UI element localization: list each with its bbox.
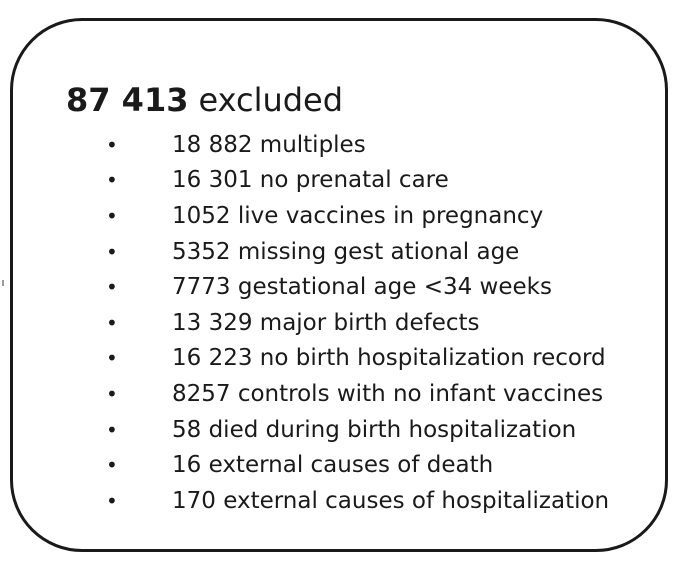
list-item-text: 16 external causes of death	[172, 452, 494, 479]
list-item	[100, 341, 609, 377]
excluded-count: 87 413	[66, 81, 189, 119]
bullet-icon: •	[106, 346, 118, 371]
excluded-heading	[66, 80, 343, 120]
list-item-text: 16 301 no prenatal care	[172, 167, 449, 194]
list-item-text: 58 died during birth hospitalization	[172, 416, 577, 443]
bullet-icon: •	[106, 275, 118, 300]
list-item-text: 18 882 multiples	[172, 131, 366, 158]
list-item-text: 13 329 major birth defects	[172, 309, 480, 336]
bullet-icon: •	[106, 239, 118, 264]
bullet-icon: •	[106, 132, 118, 157]
excluded-label: excluded	[198, 81, 344, 119]
list-item	[100, 447, 609, 483]
list-item	[100, 305, 609, 341]
list-item	[100, 483, 609, 519]
bullet-icon: •	[106, 453, 118, 478]
bullet-icon: •	[106, 310, 118, 335]
list-item-text: 8257 controls with no infant vaccines	[172, 380, 604, 407]
list-item	[100, 234, 609, 270]
bullet-icon: •	[106, 203, 118, 228]
bullet-icon: •	[106, 168, 118, 193]
bullet-icon: •	[106, 381, 118, 406]
list-item-text: 1052 live vaccines in pregnancy	[172, 202, 544, 229]
bullet-icon: •	[106, 488, 118, 513]
list-item	[100, 269, 609, 305]
list-item-text: 170 external causes of hospitalization	[172, 487, 610, 514]
edge-mark	[2, 280, 4, 286]
bullet-icon: •	[106, 417, 118, 442]
list-item	[100, 163, 609, 199]
list-item	[100, 412, 609, 448]
list-item	[100, 376, 609, 412]
exclusion-list	[100, 127, 609, 519]
list-item	[100, 127, 609, 163]
list-item	[100, 198, 609, 234]
list-item-text: 16 223 no birth hospitalization record	[172, 345, 606, 372]
list-item-text: 5352 missing gest ational age	[172, 238, 520, 265]
list-item-text: 7773 gestational age <34 weeks	[172, 274, 552, 301]
